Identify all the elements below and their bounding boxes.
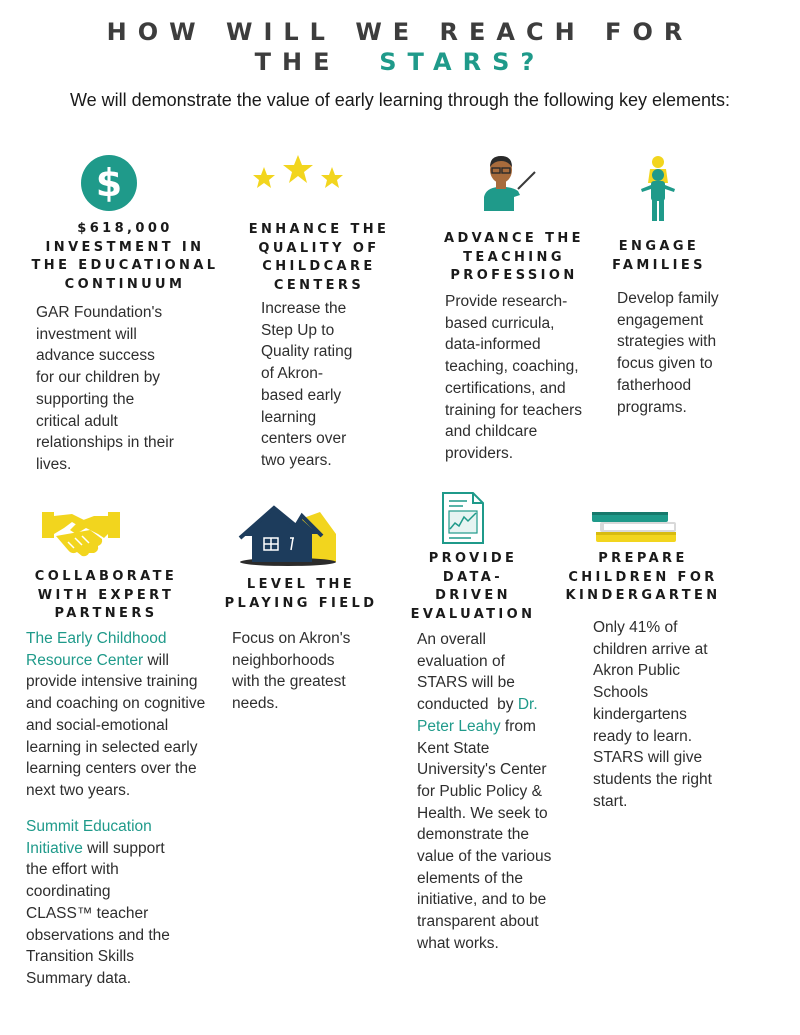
family-icon	[638, 155, 678, 223]
playing-field-text: Focus on Akron's neighborhoods with the greatest needs.	[232, 630, 351, 713]
peter-leahy-link-continued[interactable]: Peter Leahy	[417, 717, 501, 735]
teacher-icon	[480, 155, 538, 211]
kindergarten-heading: PREPARE CHILDREN FOR KINDERGARTEN	[565, 551, 721, 603]
evaluation-text: An overall evaluation of STARS will be conducted by Dr. Peter Leahy from Kent State University's Center for Public Policy & Health. We seek to demonstrate the value of the various elements of the initiative, and to be transparent about what works.	[417, 631, 552, 952]
report-icon	[441, 491, 485, 545]
handshake-icon	[42, 508, 120, 558]
svg-text:$: $	[95, 161, 123, 205]
investment-text: GAR Foundation's investment will advance success for our children by supporting the critical adult relationships in their lives.	[36, 304, 174, 473]
early-childhood-resource-center-link[interactable]: The Early Childhood	[26, 630, 167, 647]
books-icon	[590, 508, 680, 544]
childcare-text: Increase the Step Up to Quality rating of Akron- based early learning centers over two years.	[261, 300, 353, 469]
families-heading: ENGAGE FAMILIES	[612, 239, 706, 273]
playing-field-heading: LEVEL THE PLAYING FIELD	[224, 577, 378, 611]
collaborate-heading: COLLABORATE WITH EXPERT PARTNERS	[34, 569, 178, 621]
collaborate-text-1: The Early Childhood Resource Center will provide intensive training and coaching on cognitive and social-emotional learning in selected early learning centers over the next two years.	[26, 630, 206, 799]
families-text: Develop family engagement strategies with focus given to fatherhood programs.	[617, 290, 719, 416]
page-title-prefix: THE	[254, 48, 341, 76]
teaching-text: Provide research- based curricula, data-informed teaching, coaching, certifications, and training for teachers and childcare providers.	[445, 293, 582, 462]
childcare-heading: ENHANCE THE QUALITY OF CHILDCARE CENTERS	[248, 222, 390, 293]
houses-icon	[238, 504, 342, 566]
evaluation-heading: PROVIDE DATA- DRIVEN EVALUATION	[410, 551, 536, 622]
teaching-heading: ADVANCE THE TEACHING PROFESSION	[444, 231, 584, 283]
summit-initiative-link-continued[interactable]: Initiative	[26, 839, 83, 857]
page-title-line-1: HOW WILL WE REACH FOR	[106, 18, 694, 46]
intro-text: We will demonstrate the value of early learning through the following key elements:	[69, 90, 731, 110]
summit-education-initiative-link[interactable]: Summit Education	[26, 818, 152, 835]
kindergarten-text: Only 41% of children arrive at Akron Public Schools kindergartens ready to learn. STARS will give students the right start.	[593, 619, 712, 810]
page-title-line-2	[0, 48, 800, 76]
collaborate-text-2: Summit Education Initiative will support the effort with coordinating CLASS™ teacher observations and the Transition Skills Summary data.	[26, 818, 170, 987]
dr-peter-leahy-link[interactable]: Dr.	[517, 696, 538, 714]
investment-heading: $618,000 INVESTMENT IN THE EDUCATIONAL CONTINUUM	[31, 221, 219, 292]
dollar-icon	[80, 154, 138, 212]
resource-center-link-continued[interactable]: Resource Center	[26, 651, 144, 669]
page-title-accent: STARS?	[379, 48, 546, 76]
stars-icon	[250, 153, 348, 197]
